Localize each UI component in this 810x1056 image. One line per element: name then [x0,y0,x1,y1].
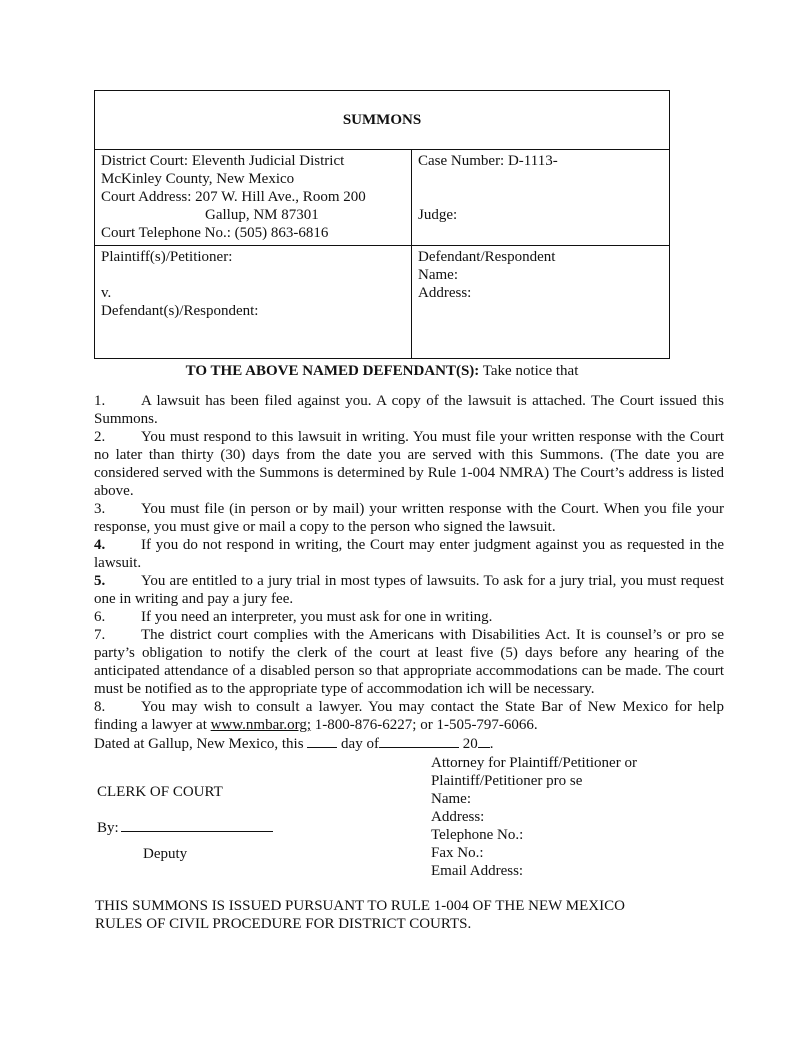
clerk-block [97,783,347,863]
court-county: McKinley County, New Mexico [101,171,295,187]
list-item: 4. If you do not respond in writing, the Court may enter judgment against you as requested in the lawsuit. [94,537,724,571]
attorney-address-label: Address: [431,809,485,825]
by-label: By: [97,820,119,836]
parties-cell [95,246,412,358]
case-info-cell [412,150,669,245]
clerk-title: CLERK OF COURT [97,784,223,800]
deputy-label: Deputy [143,846,188,862]
court-telephone: Court Telephone No.: (505) 863-6816 [101,225,329,241]
notice-heading-bold: TO THE ABOVE NAMED DEFENDANT(S): [185,363,480,379]
footer-line2: RULES OF CIVIL PROCEDURE FOR DISTRICT COURTS. [95,916,472,932]
respondent-label: Defendant/Respondent [418,249,556,265]
footer-text [95,897,695,933]
judge-label: Judge: [418,207,458,223]
attorney-email-label: Email Address: [431,863,524,879]
attorney-name-label: Name: [431,791,471,807]
nmbar-link[interactable]: www.nmbar.org; [210,717,312,733]
court-district: District Court: Eleventh Judicial District [101,153,345,169]
list-item: 7. The district court complies with the Americans with Disabilities Act. It is counsel’s or pro se party’s obligation to notify the clerk of the court at least five (5) days before any hearing of the anticipated attendance of a disabled person so that appropriate accommodations can be made. The court must be notified as to the appropriate type of accommodation ich will be necessary. [94,627,724,697]
parties-row [95,246,669,358]
list-item: 2. You must respond to this lawsuit in writing. You must file your written response with the Court no later than thirty (30) days from the date you are served with this Summons. (The date you are considered served with the Summons is determined by Rule 1-004 NMRA) The Court’s address is listed above. [94,429,724,499]
attorney-line1: Attorney for Plaintiff/Petitioner or [431,755,637,771]
list-item: 6. If you need an interpreter, you must ask for one in writing. [94,609,493,625]
list-item: 5. You are entitled to a jury trial in most types of lawsuits. To ask for a jury trial, you must request one in writing and pay a jury fee. [94,573,724,607]
notice-heading-tail: Take notice that [482,363,579,379]
list-item: 8. You may wish to consult a lawyer. You may contact the State Bar of New Mexico for help finding a lawyer at www.nmbar.org; 1-800-876-6227; or 1-505-797-6066. [94,699,724,733]
by-line [97,819,347,837]
plaintiff-label: Plaintiff(s)/Petitioner: [101,249,233,265]
defendant-label: Defendant(s)/Respondent: [101,303,259,319]
attorney-telephone-label: Telephone No.: [431,827,524,843]
summons-header-table [94,90,670,359]
respondent-address-label: Address: [418,285,472,301]
dated-line: Dated at Gallup, New Mexico, this day of 20 . [94,736,494,752]
day-blank [307,734,337,748]
year-blank [478,734,490,748]
court-info-row [95,150,669,246]
notice-heading [94,362,670,380]
attorney-fax-label: Fax No.: [431,845,484,861]
court-info-cell [95,150,412,245]
signature-blank [121,819,273,832]
attorney-line2: Plaintiff/Petitioner pro se [431,773,583,789]
court-city: Gallup, NM 87301 [205,207,319,223]
list-item: 3. You must file (in person or by mail) your written response with the Court. When you file your response, you must give or mail a copy to the person who signed the lawsuit. [94,501,724,535]
court-address: Court Address: 207 W. Hill Ave., Room 200 [101,189,366,205]
footer-line1: THIS SUMMONS IS ISSUED PURSUANT TO RULE 1-004 OF THE NEW MEXICO [95,898,625,914]
respondent-cell [412,246,669,358]
respondent-name-label: Name: [418,267,458,283]
document-title: SUMMONS [95,91,669,150]
month-blank [379,734,459,748]
notice-items [94,392,724,753]
list-item: 1. A lawsuit has been filed against you. A copy of the lawsuit is attached. The Court issued this Summons. [94,393,724,427]
attorney-block [431,754,721,880]
case-number: Case Number: D-1113- [418,153,558,169]
versus-label: v. [101,285,112,301]
